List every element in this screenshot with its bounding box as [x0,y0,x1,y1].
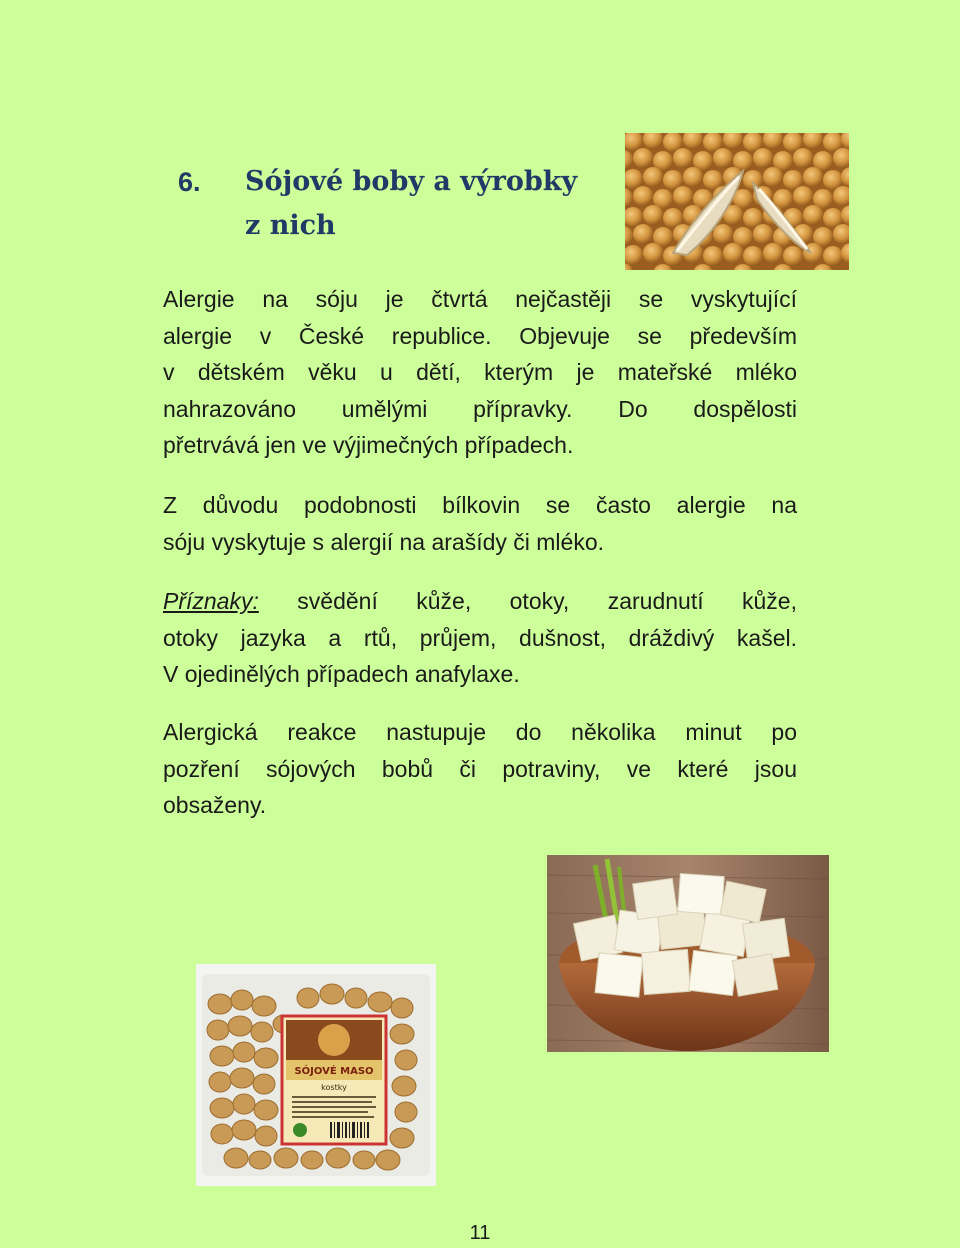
text-line: nahrazováno umělými přípravky. Do dospělosti [163,395,797,422]
paragraph-proteins [163,487,797,560]
text-line [163,583,797,620]
tofu-bowl-image [547,855,829,1052]
text-line: Alergická reakce nastupuje do několika minut po [163,719,797,745]
paragraph-symptoms [163,583,797,693]
text-line: přetrvává jen ve výjimečných případech. [163,432,574,458]
package-label-title: SÓJOVÉ MASO [294,1066,374,1077]
soy-meat-package-image [196,964,436,1186]
symptoms-label: Příznaky: [163,588,259,614]
text-line: obsaženy. [163,792,267,818]
package-label-subtitle: kostky [321,1083,347,1092]
text-line: Alergie na sóju je čtvrtá nejčastěji se vyskytující [163,286,797,312]
text-line: pozření sójových bobů či potraviny, ve které jsou [163,755,797,782]
text-line: alergie v České republice. Objevuje se především [163,322,797,349]
section-heading [178,160,598,248]
section-title-line1: Sójové boby a výrobky [245,166,578,197]
page-number: 11 [469,1222,491,1244]
text-line: otoky jazyka a rtů, průjem, dušnost, dráždivý kašel. [163,624,797,651]
soybeans-image [625,133,849,270]
text-line: Z důvodu podobnosti bílkovin se často alergie na [163,492,797,518]
text-line: v dětském věku u dětí, kterým je mateřské mléko [163,359,797,385]
text-line: sóju vyskytuje s alergií na arašídy či mléko. [163,528,605,555]
paragraph-intro [163,281,797,464]
section-title-line2: z nich [245,210,336,241]
text-line: V ojedinělých případech anafylaxe. [163,661,520,687]
section-number: 6. [178,167,201,197]
paragraph-reaction [163,714,797,824]
symptoms-line1: svědění kůže, otoky, zarudnutí kůže, [258,588,797,614]
